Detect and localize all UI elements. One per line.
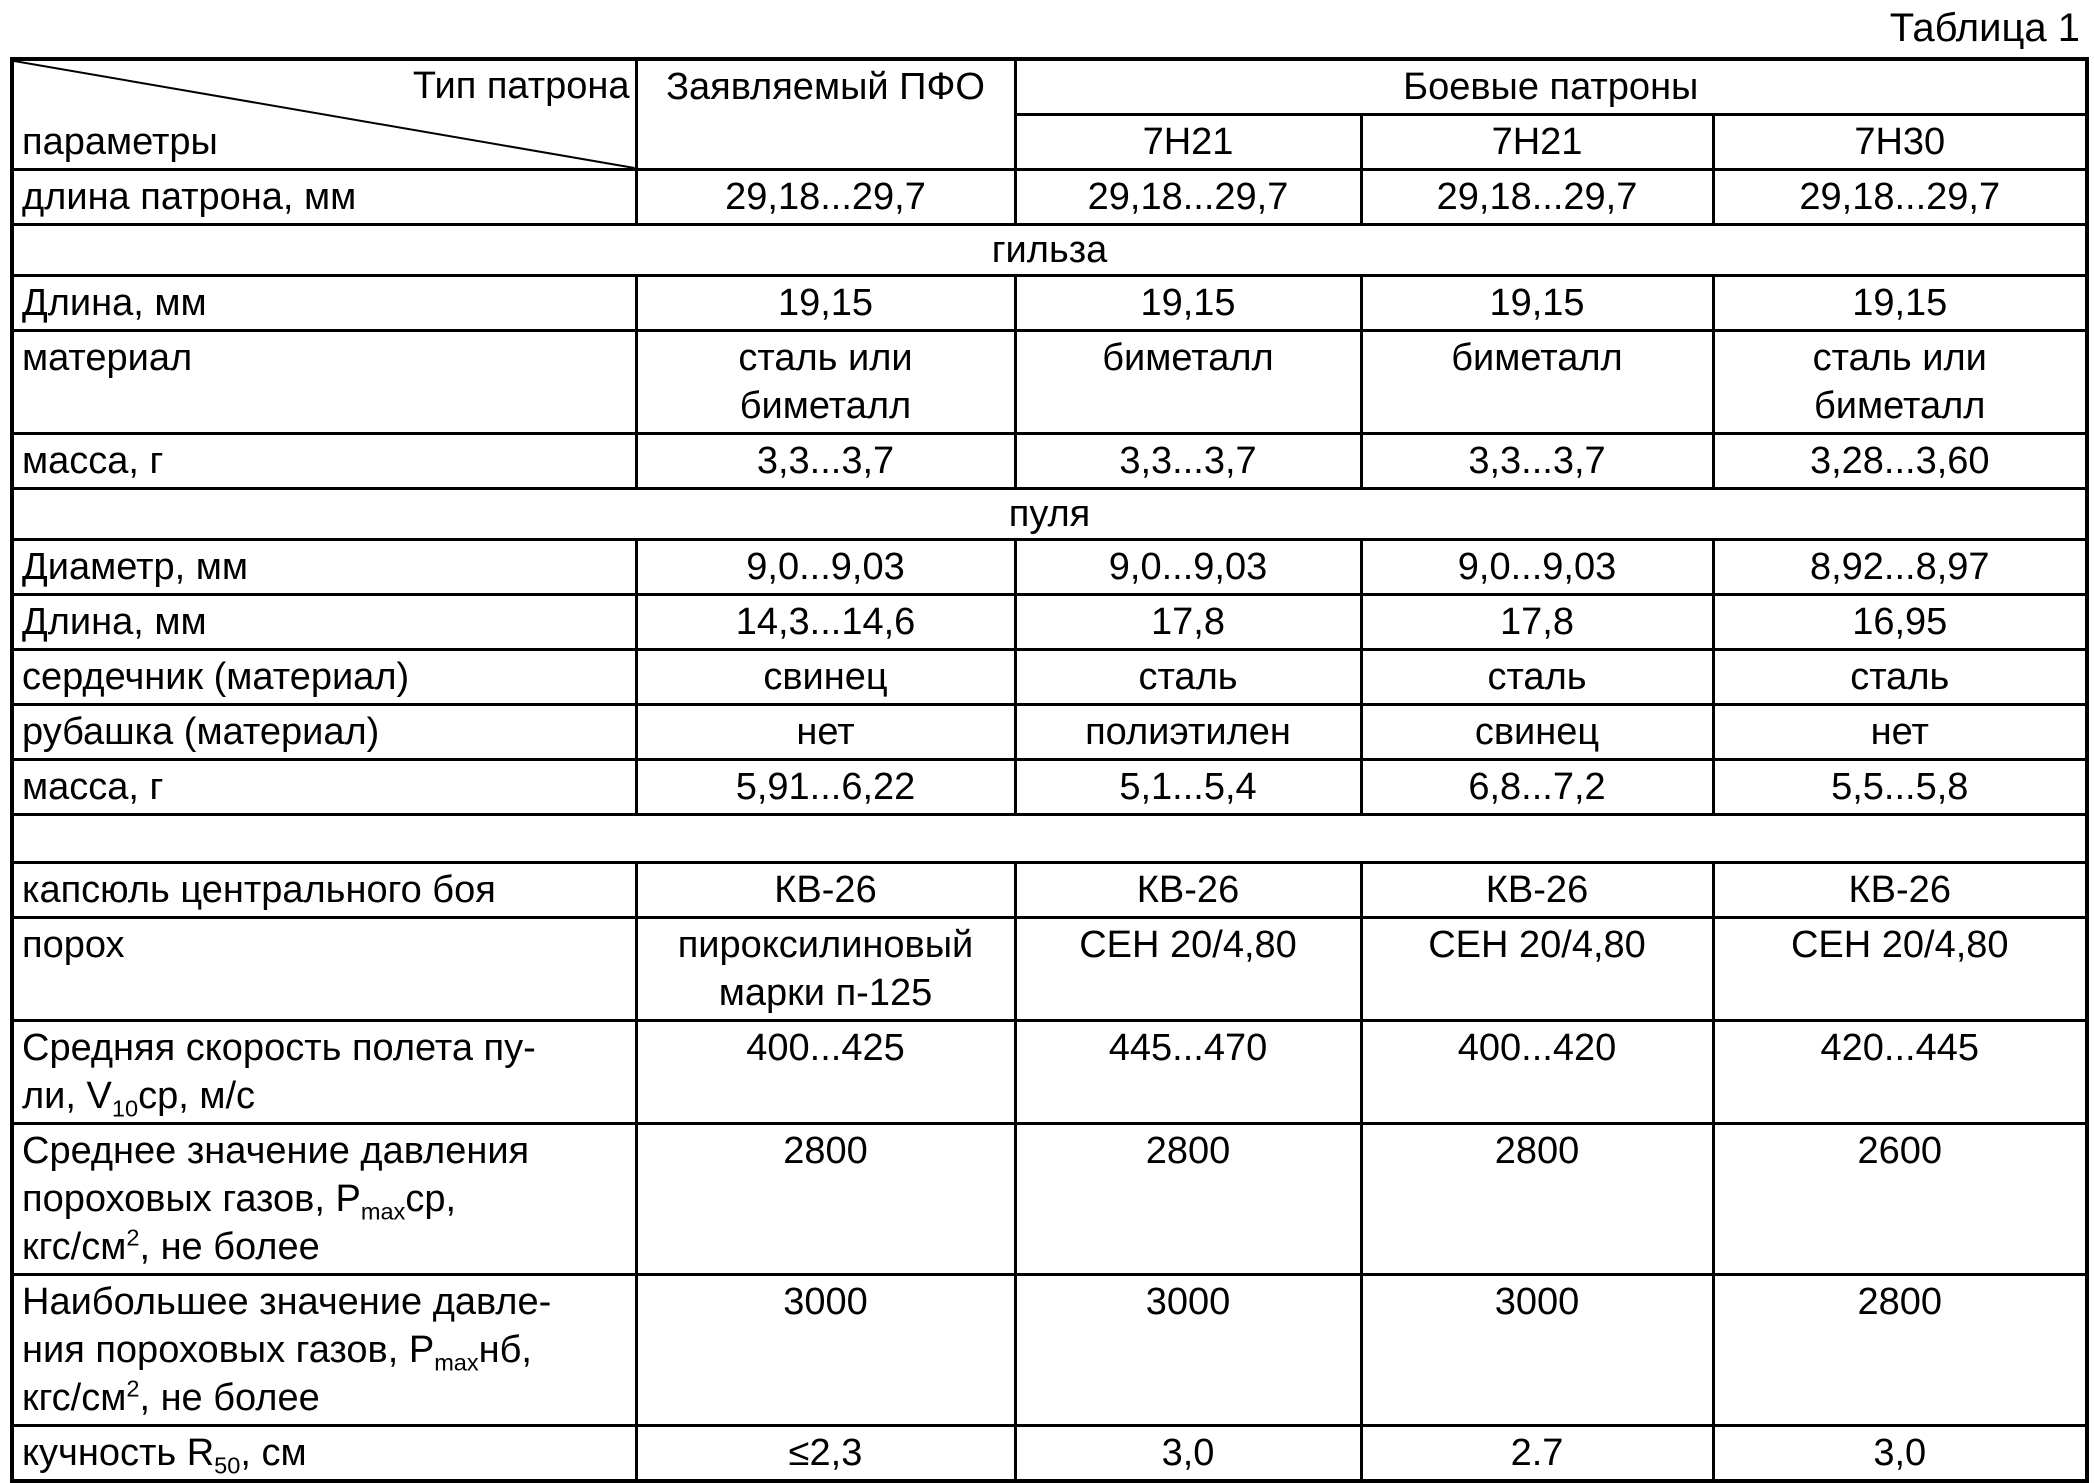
value-cell: КВ-26: [1015, 863, 1361, 918]
section-row-gilza: [12, 225, 2087, 276]
param-label-cell: длина патрона, мм: [12, 170, 636, 225]
table-row: [12, 918, 2087, 1021]
param-label-cell: Диаметр, мм: [12, 540, 636, 595]
combat-group-header: Боевые патроны: [1015, 59, 2087, 115]
value-cell: свинец: [1361, 705, 1713, 760]
param-label-cell: Длина, мм: [12, 276, 636, 331]
value-cell: сталь: [1361, 650, 1713, 705]
value-cell: 19,15: [636, 276, 1015, 331]
value-cell: 3,0: [1015, 1426, 1361, 1482]
value-cell: 29,18...29,7: [1015, 170, 1361, 225]
table-row: [12, 760, 2087, 815]
value-cell: биметалл: [1015, 331, 1361, 434]
value-cell: КВ-26: [1713, 863, 2087, 918]
table-row: [12, 595, 2087, 650]
value-cell: 29,18...29,7: [1361, 170, 1713, 225]
table-row: [12, 1021, 2087, 1124]
value-cell: сталь или биметалл: [1713, 331, 2087, 434]
table-row: [12, 650, 2087, 705]
value-cell: КВ-26: [1361, 863, 1713, 918]
value-cell: 3000: [1015, 1275, 1361, 1426]
param-label-cell: масса, г: [12, 760, 636, 815]
param-label-cell: кучность $R_{50}$, см: [12, 1426, 636, 1482]
header-row-1: [12, 59, 2087, 115]
param-label-cell: Средняя скорость полета пу- ли, $V_{10}ср$, м/с: [12, 1021, 636, 1124]
table-caption: Таблица 1: [1889, 6, 2080, 50]
param-label-cell: Наибольшее значение давле- ния пороховых газов, $P_{max}нб$, кгс/$см^2$, не более: [12, 1275, 636, 1426]
value-cell: 3,3...3,7: [1015, 434, 1361, 489]
value-cell: 2800: [636, 1124, 1015, 1275]
value-cell: 29,18...29,7: [1713, 170, 2087, 225]
table-row: [12, 1275, 2087, 1426]
table-row: [12, 705, 2087, 760]
table-row: [12, 276, 2087, 331]
claimed-pfo-header: Заявляемый ПФО: [636, 59, 1015, 170]
param-label-cell: масса, г: [12, 434, 636, 489]
corner-bottom-label: параметры: [22, 121, 218, 163]
value-cell: 445...470: [1015, 1021, 1361, 1124]
value-cell: 29,18...29,7: [636, 170, 1015, 225]
value-cell: 2800: [1713, 1275, 2087, 1426]
value-cell: 9,0...9,03: [636, 540, 1015, 595]
value-cell: 17,8: [1015, 595, 1361, 650]
section-title: гильза: [12, 225, 2087, 276]
value-cell: СЕН 20/4,80: [1015, 918, 1361, 1021]
corner-top-label: Тип патрона: [412, 65, 630, 107]
combat-col-header: 7Н30: [1713, 115, 2087, 170]
value-cell: сталь: [1015, 650, 1361, 705]
value-cell: ≤2,3: [636, 1426, 1015, 1482]
value-cell: 3,3...3,7: [636, 434, 1015, 489]
value-cell: 400...420: [1361, 1021, 1713, 1124]
value-cell: нет: [1713, 705, 2087, 760]
value-cell: 9,0...9,03: [1361, 540, 1713, 595]
table-row: [12, 1426, 2087, 1482]
value-cell: 3,0: [1713, 1426, 2087, 1482]
value-cell: СЕН 20/4,80: [1361, 918, 1713, 1021]
value-cell: 2600: [1713, 1124, 2087, 1275]
value-cell: 2.7: [1361, 1426, 1713, 1482]
param-label-cell: капсюль центрального боя: [12, 863, 636, 918]
value-cell: КВ-26: [636, 863, 1015, 918]
value-cell: 5,91...6,22: [636, 760, 1015, 815]
value-cell: 400...425: [636, 1021, 1015, 1124]
value-cell: сталь или биметалл: [636, 331, 1015, 434]
value-cell: 5,1...5,4: [1015, 760, 1361, 815]
param-label-cell: Среднее значение давления пороховых газов, $P_{max}ср$, кгс/$см^2$, не более: [12, 1124, 636, 1275]
value-cell: 3,28...3,60: [1713, 434, 2087, 489]
param-label-cell: Длина, мм: [12, 595, 636, 650]
value-cell: 3000: [636, 1275, 1015, 1426]
value-cell: 9,0...9,03: [1015, 540, 1361, 595]
value-cell: 2800: [1015, 1124, 1361, 1275]
value-cell: свинец: [636, 650, 1015, 705]
param-label-cell: порох: [12, 918, 636, 1021]
value-cell: 19,15: [1713, 276, 2087, 331]
value-cell: 3000: [1361, 1275, 1713, 1426]
cartridge-spec-table: [10, 57, 2089, 1483]
param-label-cell: материал: [12, 331, 636, 434]
value-cell: сталь: [1713, 650, 2087, 705]
table-row: [12, 863, 2087, 918]
table-row: [12, 540, 2087, 595]
value-cell: 2800: [1361, 1124, 1713, 1275]
spacer-row: [12, 815, 2087, 863]
value-cell: нет: [636, 705, 1015, 760]
value-cell: 19,15: [1361, 276, 1713, 331]
value-cell: 6,8...7,2: [1361, 760, 1713, 815]
param-label-cell: сердечник (материал): [12, 650, 636, 705]
combat-col-header: 7Н21: [1015, 115, 1361, 170]
value-cell: СЕН 20/4,80: [1713, 918, 2087, 1021]
table-row: [12, 434, 2087, 489]
value-cell: 17,8: [1361, 595, 1713, 650]
value-cell: 16,95: [1713, 595, 2087, 650]
section-title: пуля: [12, 489, 2087, 540]
value-cell: 5,5...5,8: [1713, 760, 2087, 815]
combat-col-header: 7Н21: [1361, 115, 1713, 170]
value-cell: 14,3...14,6: [636, 595, 1015, 650]
value-cell: пироксилиновый марки п-125: [636, 918, 1015, 1021]
value-cell: 420...445: [1713, 1021, 2087, 1124]
table-row: [12, 331, 2087, 434]
value-cell: полиэтилен: [1015, 705, 1361, 760]
value-cell: 3,3...3,7: [1361, 434, 1713, 489]
table-row: [12, 1124, 2087, 1275]
value-cell: 8,92...8,97: [1713, 540, 2087, 595]
value-cell: 19,15: [1015, 276, 1361, 331]
table-row: [12, 170, 2087, 225]
param-label-cell: рубашка (материал): [12, 705, 636, 760]
spacer-cell: [12, 815, 2087, 863]
corner-cell: [12, 59, 636, 170]
section-row-pulya: [12, 489, 2087, 540]
value-cell: биметалл: [1361, 331, 1713, 434]
